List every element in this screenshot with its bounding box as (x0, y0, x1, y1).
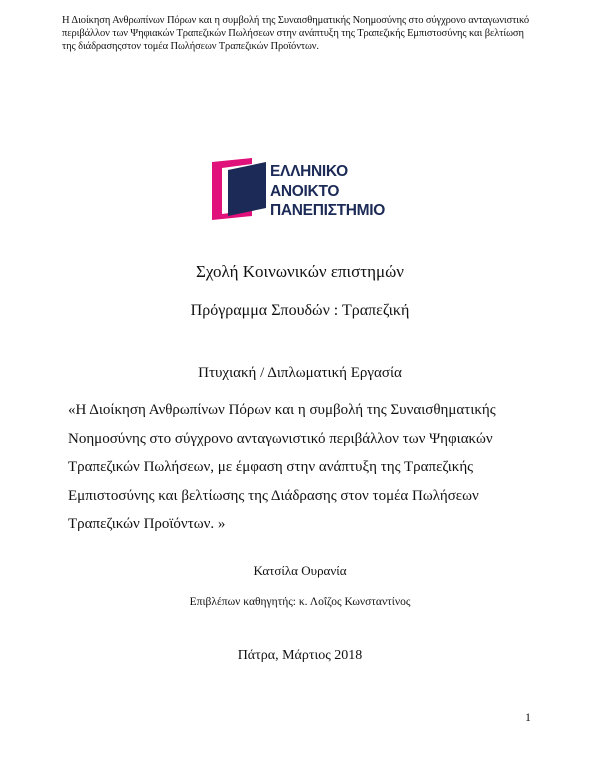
place-date: Πάτρα, Μάρτιος 2018 (237, 648, 363, 663)
program-name: Πρόγραμμα Σπουδών : Τραπεζική (190, 302, 410, 319)
logo-wordmark (270, 162, 385, 221)
thesis-title: «Η Διοίκηση Ανθρωπίνων Πόρων και η συμβολή της Συναισθηματικής Νοημοσύνης στο σύγχρονο ανταγωνιστικό περιβάλλον των Ψηφιακών Τραπεζικών Πωλήσεων, με έμφαση στην ανάπτυξη της Τραπεζικής Εμπιστοσύνης και βελτίωσης της Διάδρασης στον τομέα Πωλήσεων Τραπεζικών Προϊόντων. » (68, 402, 496, 532)
author-name: Κατσίλα Ουρανία (253, 563, 347, 578)
running-header: Η Διοίκηση Ανθρωπίνων Πόρων και η συμβολή της Συναισθηματικής Νοημοσύνης στο σύγχρονο ανταγωνιστικό περιβάλλον των Ψηφιακών Τραπεζικών Πωλήσεων στην ανάπτυξη της Τραπεζικής Εμπιστοσύνης και βελτίωση της διάδρασηςστον τομέα Πωλήσεων Τραπεζικών Προϊόντων. (62, 15, 530, 52)
logo-line-2: ΑΝΟΙΚΤΟ (270, 182, 340, 200)
school-name: Σχολή Κοινωνικών επιστημών (195, 262, 404, 281)
logo-line-3: ΠΑΝΕΠΙΣΤΗΜΙΟ (270, 202, 386, 219)
thesis-type: Πτυχιακή / Διπλωματική Εργασία (198, 365, 402, 381)
page-number: 1 (525, 710, 531, 724)
supervisor-line: Επιβλέπων καθηγητής: κ. Λοΐζος Κωνσταντίνος (189, 596, 411, 608)
university-logo (208, 154, 398, 228)
logo-line-1: ΕΛΛΗΝΙΚΟ (270, 163, 348, 180)
book-logo-icon (208, 154, 272, 228)
